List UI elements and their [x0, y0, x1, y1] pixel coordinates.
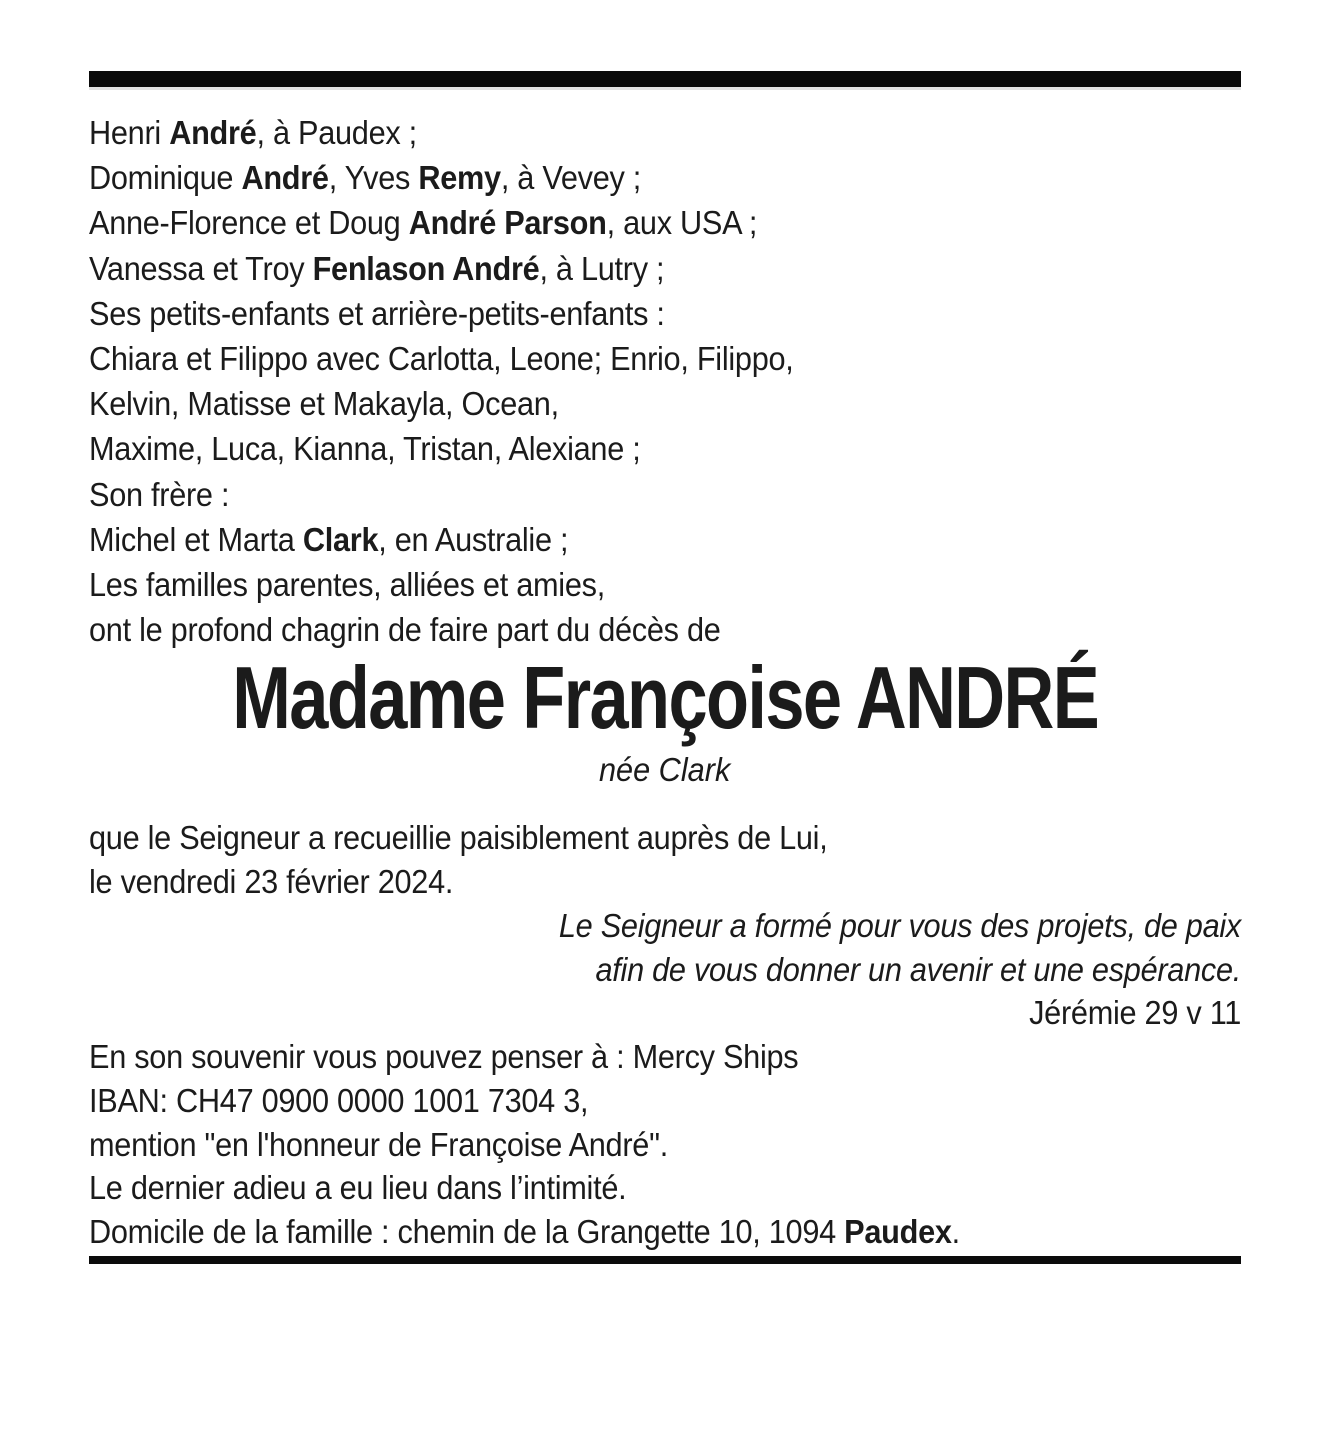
notice-line: [89, 1210, 1160, 1254]
text-segment: Kelvin, Matisse et Makayla, Ocean,: [89, 385, 559, 423]
notice-line: [89, 860, 1160, 904]
family-lines-section: [89, 110, 1241, 652]
text-segment: Maxime, Luca, Kianna, Tristan, Alexiane ;: [89, 430, 641, 468]
emphasized-name: Paudex: [844, 1213, 952, 1251]
notice-line: [89, 336, 1160, 381]
text-segment: Vanessa et Troy: [89, 249, 313, 287]
text-segment: Domicile de la famille : chemin de la Grangette 10, 1094: [89, 1213, 845, 1251]
text-segment: , aux USA ;: [606, 204, 758, 242]
notice-line: [89, 1079, 1160, 1123]
death-announcement-section: [89, 816, 1241, 904]
emphasized-name: André: [169, 114, 257, 151]
text-segment: Ses petits-enfants et arrière-petits-enfants :: [89, 294, 665, 332]
notice-line: [89, 472, 1160, 517]
notice-line: [89, 381, 1160, 426]
bible-verse-section: [89, 904, 1241, 1035]
top-divider-bar: [89, 71, 1241, 90]
text-segment: Dominique: [89, 159, 242, 197]
emphasized-name: Remy: [418, 159, 501, 197]
text-segment: Le Seigneur a formé pour vous des projets, de paix: [558, 907, 1241, 945]
notice-line: [89, 562, 1160, 607]
text-segment: IBAN: CH47 0900 0000 1001 7304 3,: [89, 1081, 589, 1119]
deceased-name: Madame Françoise ANDRÉ: [232, 648, 1098, 748]
text-segment: le vendredi 23 février 2024.: [89, 863, 454, 901]
notice-line: [89, 246, 1160, 291]
notice-line: [89, 1035, 1160, 1079]
text-segment: , Yves: [328, 159, 419, 197]
text-segment: Le dernier adieu a eu lieu dans l’intimité.: [89, 1169, 627, 1207]
notice-line: [89, 517, 1160, 562]
notice-line: [89, 816, 1160, 860]
emphasized-name: André: [241, 159, 329, 197]
emphasized-name: Fenlason André: [312, 249, 540, 287]
text-segment: Henri: [89, 114, 170, 151]
page-title: [89, 648, 1241, 748]
text-segment: , en Australie ;: [378, 520, 569, 558]
text-segment: En son souvenir vous pouvez penser à : Mercy Ships: [89, 1037, 799, 1075]
emphasized-name: André Parson: [408, 204, 607, 242]
maiden-name: [89, 748, 1241, 792]
notice-line: [170, 948, 1241, 992]
text-segment: afin de vous donner un avenir et une espérance.: [595, 950, 1241, 988]
notice-line: [89, 155, 1160, 200]
text-segment: Son frère :: [89, 475, 230, 513]
text-segment: que le Seigneur a recueillie paisiblement auprès de Lui,: [89, 819, 828, 857]
text-segment: , à Paudex ;: [256, 114, 417, 151]
notice-line: [89, 291, 1160, 336]
text-segment: Michel et Marta: [89, 520, 303, 558]
maiden-name-text: née Clark: [599, 751, 731, 789]
notice-line: [89, 110, 1160, 155]
notice-line: [89, 1166, 1160, 1210]
notice-line: [89, 1123, 1160, 1167]
text-segment: Les familles parentes, alliées et amies,: [89, 566, 605, 604]
notice-line: [89, 426, 1160, 471]
bible-verse-lines: [89, 904, 1241, 991]
text-segment: ont le profond chagrin de faire part du décès de: [89, 611, 721, 649]
bottom-divider-bar: [89, 1256, 1241, 1264]
notice-line: [170, 904, 1241, 948]
emphasized-name: Clark: [302, 520, 379, 558]
notice-line: [89, 607, 1160, 652]
text-segment: Chiara et Filippo avec Carlotta, Leone; Enrio, Filippo,: [89, 340, 794, 378]
bible-verse-reference: Jérémie 29 v 11: [1029, 994, 1241, 1032]
obituary-notice: [89, 71, 1241, 1264]
practical-info-section: [89, 1035, 1241, 1254]
text-segment: .: [951, 1213, 960, 1251]
notice-line: [89, 200, 1160, 245]
text-segment: Anne-Florence et Doug: [89, 204, 409, 242]
text-segment: mention "en l'honneur de Françoise André".: [89, 1125, 668, 1163]
text-segment: , à Vevey ;: [500, 159, 642, 197]
text-segment: , à Lutry ;: [539, 249, 665, 287]
